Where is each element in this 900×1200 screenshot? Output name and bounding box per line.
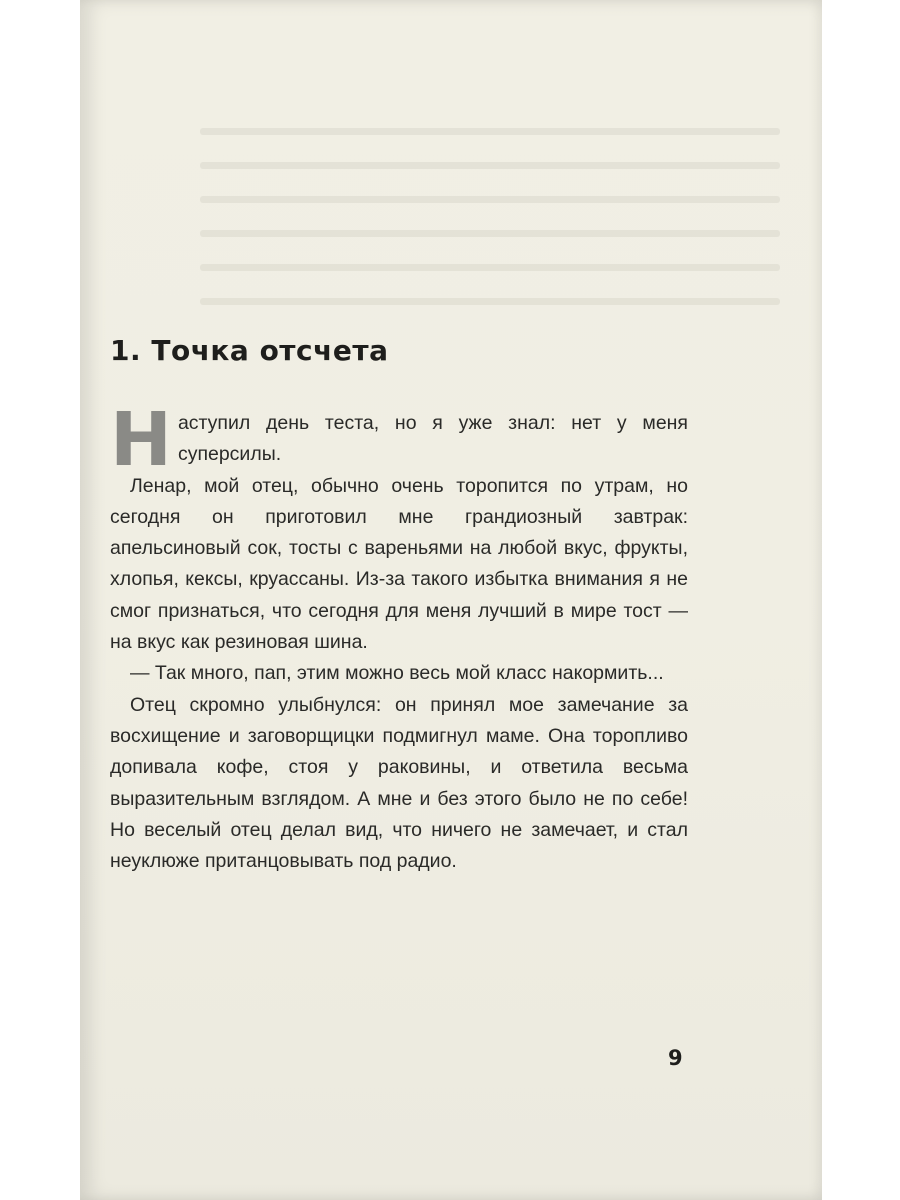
show-through-line <box>200 264 780 271</box>
show-through-line <box>200 298 780 305</box>
paragraph: Ленар, мой отец, обычно очень торопится по утрам, но сегодня он приготовил мне грандиозный завтрак: апельсиновый сок, тосты с вареньями на любой вкус, фрукты, хлопья, кексы, круассаны. Из-за такого избытка внимания я не смог признаться, что сегодня для меня лучший в мире тост — на вкус как резиновая шина. <box>110 474 688 654</box>
chapter-title: 1. Точка отсчета <box>110 334 389 367</box>
body-text <box>110 397 688 877</box>
show-through-line <box>200 230 780 237</box>
drop-cap: Н <box>110 397 172 483</box>
show-through-line <box>200 196 780 203</box>
paragraph-text: аступил день теста, но я уже знал: нет у меня суперсилы. <box>177 412 688 466</box>
paragraph: Отец скромно улыбнулся: он принял мое замечание за восхищение и заговорщицки подмигнул маме. Она торопливо допивала кофе, стоя у раковины, и ответила весьма выразительным взглядом. А мне и без этого было не по себе! Но веселый отец делал вид, что ничего не замечает, и стал неуклюже пританцовывать под радио. <box>110 693 688 873</box>
paragraph: — Так много, пап, этим можно весь мой класс накормить... <box>130 662 664 685</box>
paragraph <box>110 397 688 483</box>
page-number: 9 <box>668 1046 683 1070</box>
show-through-line <box>200 162 780 169</box>
show-through-line <box>200 128 780 135</box>
